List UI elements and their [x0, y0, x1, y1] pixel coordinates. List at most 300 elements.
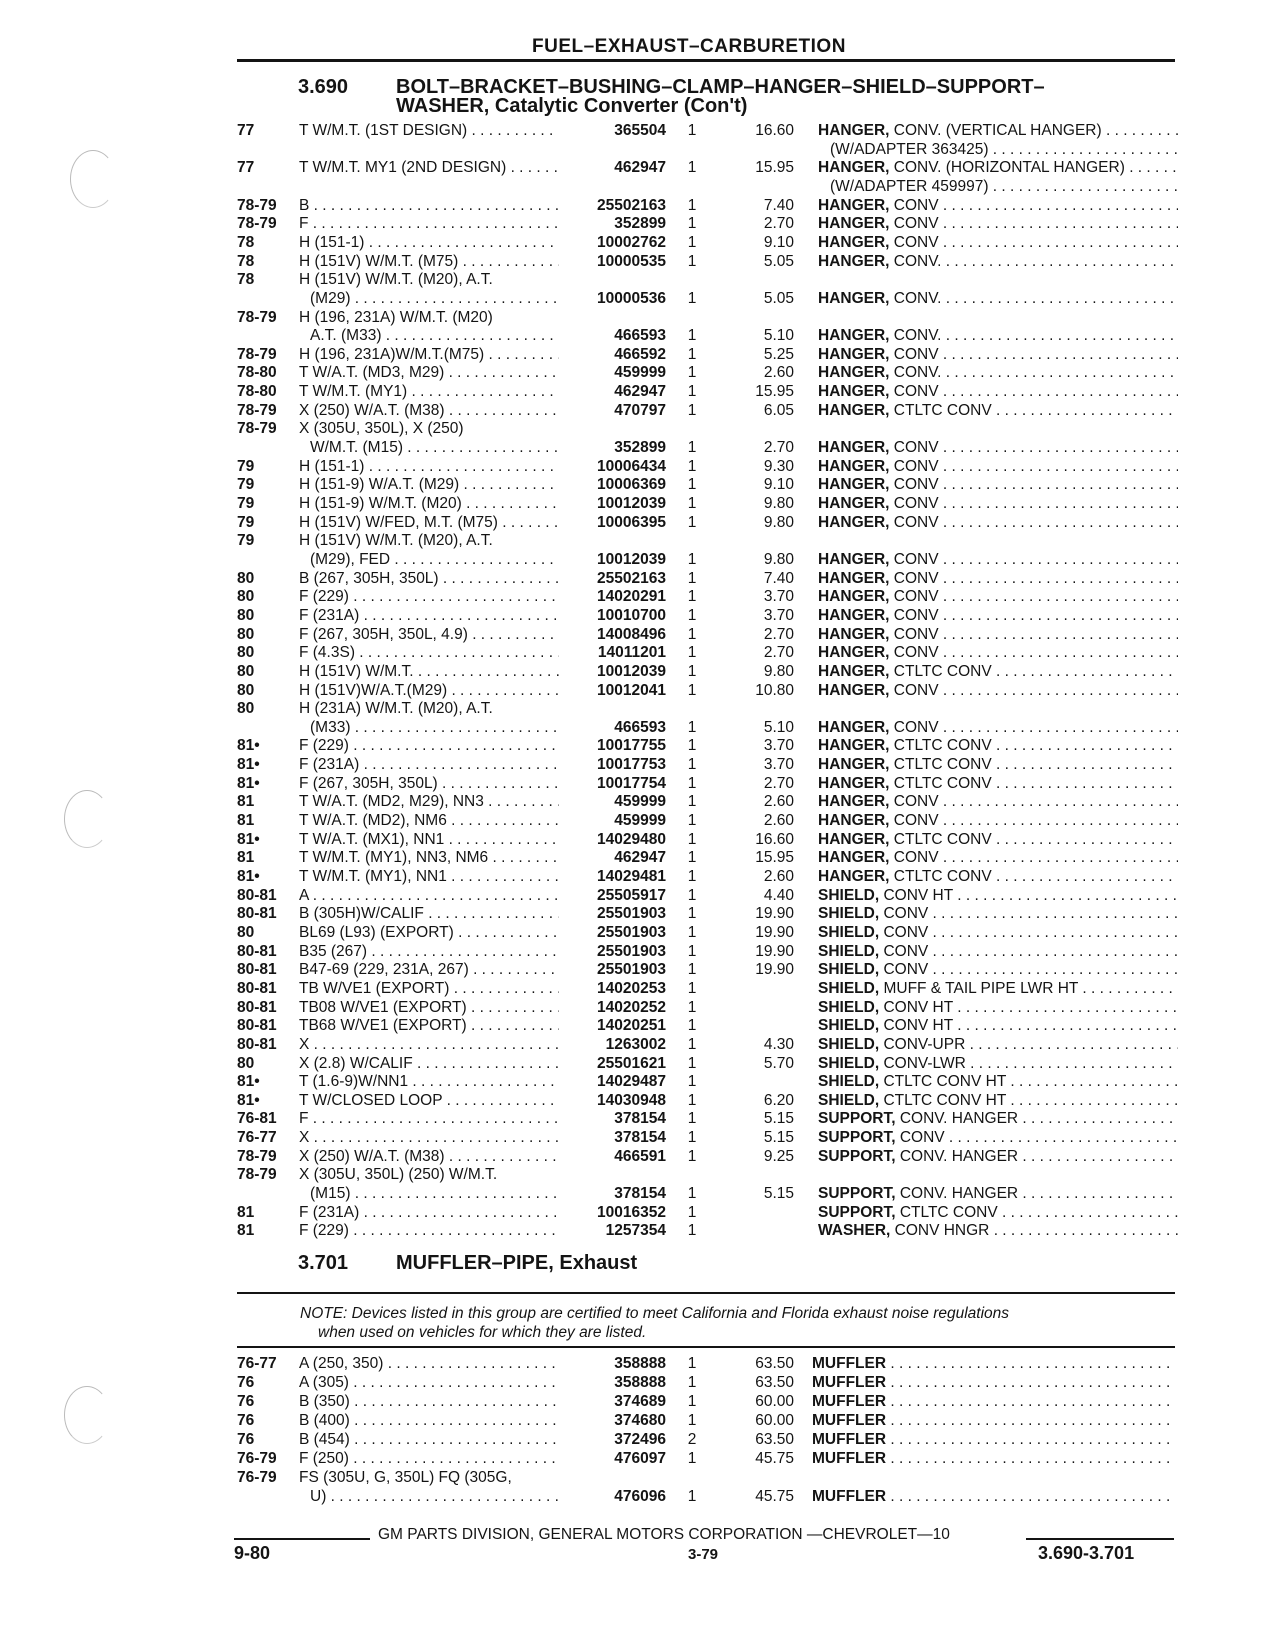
- quantity: 1: [687, 364, 697, 382]
- model-year: 77: [237, 122, 255, 139]
- price: 10.80: [755, 681, 794, 699]
- part-name: [812, 1430, 1172, 1449]
- part-name: [818, 1221, 1178, 1240]
- part-name-detail: CTLTC CONV: [889, 756, 992, 774]
- quantity: 1: [687, 979, 697, 997]
- part-name-noun: SHIELD,: [818, 905, 880, 923]
- quantity: 1: [687, 774, 697, 792]
- part-name: [818, 457, 1178, 476]
- model-year: 80: [237, 625, 255, 643]
- quantity: 1: [687, 644, 697, 662]
- part-name-noun: HANGER,: [818, 681, 890, 699]
- price: 3.70: [763, 588, 794, 606]
- price: 45.75: [755, 1450, 794, 1467]
- part-name-noun: SHIELD,: [818, 1017, 880, 1035]
- table-row: [0, 718, 1280, 737]
- application-description: H (151-9) W/A.T. (M29) . . .: [299, 475, 559, 494]
- part-name: [818, 363, 1178, 382]
- model-year: 80: [237, 606, 255, 624]
- part-name: [818, 1016, 1178, 1035]
- table-row: [0, 121, 1280, 140]
- part-name: [818, 494, 1178, 513]
- part-name-detail: CONV: [889, 439, 939, 457]
- part-name: [818, 214, 1178, 233]
- model-year: 76-79: [237, 1469, 277, 1486]
- application-description: F . . .: [299, 1109, 559, 1128]
- table-row: [0, 308, 1280, 327]
- application-description: X (305U, 350L) (250) W/M.T.: [299, 1166, 498, 1184]
- application-description: (M15) . . .: [310, 1184, 559, 1203]
- table-row: [0, 1184, 1280, 1203]
- section-heading-3690: [298, 77, 1178, 117]
- application-description: TB W/VE1 (EXPORT) . . .: [299, 979, 559, 998]
- part-number: 14030948: [597, 1091, 666, 1109]
- table-row: [0, 625, 1280, 644]
- price: 45.75: [755, 1488, 794, 1505]
- part-name-detail: CONV: [889, 476, 939, 494]
- price: 9.25: [763, 1147, 794, 1165]
- part-number: 352899: [614, 215, 666, 233]
- model-year: 81: [237, 849, 255, 867]
- part-name: [818, 848, 1178, 867]
- part-name: [818, 606, 1178, 625]
- price: 2.60: [763, 868, 794, 885]
- part-name-detail: CONV.: [889, 289, 942, 307]
- part-number: 378154: [614, 1129, 666, 1147]
- table-row: [0, 1035, 1280, 1054]
- price: 63.50: [755, 1431, 794, 1448]
- part-name-noun: HANGER,: [818, 718, 890, 736]
- table-row: [0, 830, 1280, 849]
- part-name-noun: HANGER,: [818, 550, 890, 568]
- price: 2.60: [763, 793, 794, 811]
- part-name-noun: HANGER,: [818, 233, 890, 251]
- table-row: [0, 289, 1280, 308]
- quantity: 1: [687, 289, 697, 307]
- part-name-detail: CONV. HANGER: [895, 1185, 1019, 1203]
- application-description: T W/CLOSED LOOP . . .: [299, 1091, 559, 1110]
- application-description: B (400) . . .: [299, 1411, 559, 1430]
- part-number: 25502163: [597, 196, 666, 214]
- price: 3.70: [763, 737, 794, 755]
- application-description: H (196, 231A) W/M.T. (M20): [299, 308, 493, 326]
- part-number: 352899: [614, 439, 666, 457]
- part-name: [818, 1203, 1178, 1222]
- part-number: 14011201: [597, 644, 666, 662]
- model-year: 80-81: [237, 905, 277, 923]
- quantity: 1: [687, 327, 697, 345]
- part-name-noun: HANGER,: [818, 588, 890, 606]
- table-row: [0, 811, 1280, 830]
- application-description: A.T. (M33) . . .: [310, 326, 559, 345]
- part-number: 466591: [614, 1147, 666, 1165]
- price: 5.15: [763, 1129, 794, 1147]
- model-year: 80: [237, 644, 255, 662]
- part-number: 10006434: [597, 457, 666, 475]
- application-description: X (250) W/A.T. (M38) . . .: [299, 401, 559, 420]
- application-description: F (4.3S) . . .: [299, 643, 559, 662]
- part-number: 1257354: [605, 1222, 666, 1240]
- price: 7.40: [763, 196, 794, 214]
- quantity: 1: [687, 476, 697, 494]
- part-name-noun: HANGER,: [818, 849, 890, 867]
- model-year: 78-79: [237, 196, 277, 214]
- model-year: 76: [237, 1412, 255, 1429]
- quantity: 1: [687, 830, 697, 848]
- part-name: [818, 904, 1178, 923]
- price: 3.70: [763, 756, 794, 774]
- part-name: [818, 345, 1178, 364]
- part-name-detail: CONV: [879, 923, 929, 941]
- price: 5.10: [763, 327, 794, 345]
- application-description: (M29) . . .: [310, 289, 559, 308]
- price: 63.50: [755, 1374, 794, 1391]
- part-name-noun: MUFFLER: [812, 1393, 887, 1410]
- quantity: 1: [687, 681, 697, 699]
- price: 5.05: [763, 289, 794, 307]
- part-name-noun: HANGER,: [818, 513, 890, 531]
- price: 60.00: [755, 1393, 794, 1410]
- table-row: [0, 904, 1280, 923]
- application-description: (M29), FED . . .: [310, 550, 559, 569]
- table-row: [0, 569, 1280, 588]
- part-number: 459999: [614, 793, 666, 811]
- table-row: [0, 979, 1280, 998]
- part-number: 466592: [614, 345, 666, 363]
- table-row-continuation: [0, 140, 1280, 159]
- section-number: 3.690: [298, 76, 349, 98]
- quantity: 1: [687, 1488, 697, 1505]
- application-description: F (267, 305H, 350L) . . .: [299, 774, 559, 793]
- price: 2.70: [763, 644, 794, 662]
- quantity: 1: [687, 569, 697, 587]
- price: 9.10: [763, 476, 794, 494]
- application-description: F (231A) . . .: [299, 606, 559, 625]
- table-row: [0, 1373, 1280, 1392]
- table-row: [0, 158, 1280, 177]
- part-name: [812, 1449, 1172, 1468]
- part-name-noun: HANGER,: [818, 756, 890, 774]
- part-number: 10000536: [597, 289, 666, 307]
- part-name-noun: SHIELD,: [818, 886, 880, 904]
- part-name-detail: CONV: [889, 457, 939, 475]
- model-year: 80-81: [237, 1035, 277, 1053]
- application-description: T W/A.T. (MD2), NM6 . . .: [299, 811, 559, 830]
- note-top-rule: [237, 1292, 1175, 1294]
- part-name-detail: CTLTC CONV: [895, 1203, 998, 1221]
- model-year: 79: [237, 532, 255, 550]
- footer-rule-left: [234, 1538, 370, 1540]
- part-name-detail: CTLTC CONV: [889, 737, 992, 755]
- footer-date: 9-80: [234, 1543, 271, 1563]
- table-row: [0, 774, 1280, 793]
- application-description: F (229) . . .: [299, 1221, 559, 1240]
- price: 5.70: [763, 1054, 794, 1072]
- application-description: F (229) . . .: [299, 587, 559, 606]
- part-name-detail: CONV HT: [879, 1017, 953, 1035]
- note-line-1: NOTE: Devices listed in this group are certified to meet California and Florida exhaust noise regulations: [300, 1305, 1010, 1322]
- part-number: 358888: [614, 1355, 666, 1372]
- price: 9.80: [763, 495, 794, 512]
- price: 2.60: [763, 364, 794, 382]
- part-name-detail: CTLTC CONV: [889, 774, 992, 792]
- section-title-line2: WASHER, Catalytic Converter (Con't): [396, 95, 748, 117]
- table-row: [0, 270, 1280, 289]
- price: 9.80: [763, 550, 794, 568]
- application-description: H (151-1) . . .: [299, 457, 559, 476]
- part-name-detail: CONV: [889, 196, 939, 214]
- application-description: A . . .: [299, 886, 559, 905]
- table-row: [0, 960, 1280, 979]
- price: 19.90: [755, 905, 794, 923]
- model-year: 81•: [237, 1073, 260, 1091]
- part-name-detail: CTLTC CONV: [889, 830, 992, 848]
- part-name: [818, 121, 1178, 140]
- part-name: [818, 755, 1178, 774]
- quantity: 1: [687, 215, 697, 233]
- part-name: [818, 736, 1178, 755]
- application-description: A (305) . . .: [299, 1373, 559, 1392]
- part-number: 14020291: [597, 588, 666, 606]
- price: 5.25: [763, 345, 794, 363]
- part-number: 14029487: [597, 1073, 666, 1091]
- model-year: 78-79: [237, 308, 277, 326]
- part-name: [818, 196, 1178, 215]
- price: 6.20: [763, 1091, 794, 1109]
- model-year: 80: [237, 1054, 255, 1072]
- table-row: [0, 1109, 1280, 1128]
- part-number: 10017753: [597, 756, 666, 774]
- part-name-noun: HANGER,: [818, 345, 890, 363]
- model-year: 77: [237, 159, 255, 177]
- price: 19.90: [755, 942, 794, 960]
- part-name-noun: SHIELD,: [818, 1091, 880, 1109]
- quantity: 1: [687, 383, 697, 401]
- part-name-noun: MUFFLER: [812, 1488, 887, 1505]
- table-row: [0, 923, 1280, 942]
- part-name-noun: HANGER,: [818, 196, 890, 214]
- part-name-noun: HANGER,: [818, 215, 890, 233]
- table-row: [0, 1054, 1280, 1073]
- quantity: 2: [687, 1431, 697, 1448]
- part-name-detail: CONV HT: [879, 886, 953, 904]
- model-year: 76: [237, 1393, 255, 1410]
- model-year: 76-81: [237, 1110, 277, 1128]
- part-name-noun: MUFFLER: [812, 1355, 887, 1372]
- part-number: 25501903: [597, 961, 666, 979]
- part-name-detail: CONV HT: [879, 998, 953, 1016]
- part-name-detail: CTLTC CONV HT: [879, 1073, 1007, 1091]
- model-year: 78-79: [237, 401, 277, 419]
- application-description: T W/A.T. (MX1), NN1 . . .: [299, 830, 559, 849]
- quantity: 1: [687, 1017, 697, 1035]
- part-name-noun: SHIELD,: [818, 979, 880, 997]
- price: 5.15: [763, 1110, 794, 1128]
- quantity: 1: [687, 998, 697, 1016]
- model-year: 78: [237, 252, 255, 270]
- model-year: 78-79: [237, 345, 277, 363]
- table-row: [0, 494, 1280, 513]
- part-number: 10017755: [597, 737, 666, 755]
- part-number: 25501903: [597, 923, 666, 941]
- part-name: [812, 1392, 1172, 1411]
- table-row: [0, 1411, 1280, 1430]
- price: 3.70: [763, 606, 794, 624]
- table-row: [0, 326, 1280, 345]
- application-description: B (350) . . .: [299, 1392, 559, 1411]
- table-row: [0, 755, 1280, 774]
- application-description: T W/A.T. (MD2, M29), NN3 . . .: [299, 792, 559, 811]
- part-name: [818, 774, 1178, 793]
- part-name-noun: HANGER,: [818, 457, 890, 475]
- part-name-detail: CTLTC CONV: [889, 401, 992, 419]
- quantity: 1: [687, 737, 697, 755]
- quantity: 1: [687, 1374, 697, 1391]
- application-description: B47-69 (229, 231A, 267) . . .: [299, 960, 559, 979]
- part-number: 10012039: [597, 495, 666, 512]
- application-description: F (231A) . . .: [299, 1203, 559, 1222]
- part-name: [818, 718, 1178, 737]
- table-row: [0, 401, 1280, 420]
- model-year: 76-77: [237, 1129, 277, 1147]
- model-year: 80: [237, 681, 255, 699]
- part-number: 25501621: [597, 1054, 666, 1072]
- application-description: H (151-1) . . .: [299, 233, 559, 252]
- table-row: [0, 1392, 1280, 1411]
- part-number: 10016352: [597, 1203, 666, 1221]
- part-name-noun: HANGER,: [818, 364, 890, 382]
- table-row: [0, 233, 1280, 252]
- part-name: [818, 587, 1178, 606]
- part-name: [812, 1487, 1172, 1506]
- part-name: [818, 792, 1178, 811]
- table-row: [0, 643, 1280, 662]
- quantity: 1: [687, 1412, 697, 1429]
- application-description: B . . .: [299, 196, 559, 215]
- model-year: 78-80: [237, 364, 277, 382]
- part-number: 462947: [614, 159, 666, 177]
- note-bottom-rule: [237, 1346, 1175, 1348]
- part-name: [818, 979, 1178, 998]
- quantity: 1: [687, 905, 697, 923]
- part-number: 25502163: [597, 569, 666, 587]
- table-row: [0, 681, 1280, 700]
- quantity: 1: [687, 1147, 697, 1165]
- part-name-detail: CONV: [889, 812, 939, 830]
- part-number: 10000535: [597, 252, 666, 270]
- part-number: 10006395: [597, 513, 666, 531]
- quantity: 1: [687, 1129, 697, 1147]
- price: 9.30: [763, 457, 794, 475]
- table-row: [0, 886, 1280, 905]
- table-row: [0, 998, 1280, 1017]
- part-name-noun: MUFFLER: [812, 1412, 887, 1429]
- model-year: 79: [237, 476, 255, 494]
- footer-rule-right: [1026, 1538, 1174, 1540]
- part-name: [818, 681, 1178, 700]
- quantity: 1: [687, 550, 697, 568]
- table-row: [0, 475, 1280, 494]
- model-year: 80: [237, 923, 255, 941]
- part-name-continuation: (W/ADAPTER 363425) . . .: [830, 140, 1178, 159]
- part-name: [818, 289, 1178, 308]
- part-name-noun: SHIELD,: [818, 942, 880, 960]
- application-description: BL69 (L93) (EXPORT) . . .: [299, 923, 559, 942]
- part-number: 365504: [614, 122, 666, 139]
- model-year: 81: [237, 1203, 255, 1221]
- part-name-noun: HANGER,: [818, 495, 890, 512]
- model-year: 81•: [237, 1091, 260, 1109]
- quantity: 1: [687, 1091, 697, 1109]
- table-row: [0, 942, 1280, 961]
- part-name-noun: HANGER,: [818, 383, 890, 401]
- part-number: 14020251: [597, 1017, 666, 1035]
- application-description: B (305H)W/CALIF . . .: [299, 904, 559, 923]
- part-name: [818, 1184, 1178, 1203]
- table-row: [0, 1147, 1280, 1166]
- table-row: [0, 196, 1280, 215]
- table-row: [0, 1487, 1280, 1506]
- part-name: [818, 998, 1178, 1017]
- application-description: X (305U, 350L), X (250): [299, 420, 464, 438]
- quantity: 1: [687, 196, 697, 214]
- part-name-noun: HANGER,: [818, 476, 890, 494]
- quantity: 1: [687, 812, 697, 830]
- table-row: [0, 1203, 1280, 1222]
- application-description: W/M.T. (M15) . . .: [310, 438, 559, 457]
- part-number: 25501903: [597, 905, 666, 923]
- part-name-noun: HANGER,: [818, 644, 890, 662]
- part-name: [818, 513, 1178, 532]
- part-name-detail: CONV: [889, 588, 939, 606]
- part-number: 14020252: [597, 998, 666, 1016]
- quantity: 1: [687, 1355, 697, 1372]
- application-description: H (151V) W/M.T. . . .: [299, 662, 559, 681]
- price: 16.60: [755, 122, 794, 139]
- application-description: T (1.6-9)W/NN1 . . .: [299, 1072, 559, 1091]
- section-heading-3701: [298, 1253, 1178, 1275]
- model-year: 78-79: [237, 1147, 277, 1165]
- quantity: 1: [687, 606, 697, 624]
- part-name-noun: HANGER,: [818, 737, 890, 755]
- part-name-detail: CONV-LWR: [879, 1054, 966, 1072]
- model-year: 81: [237, 793, 255, 811]
- page-title: FUEL–EXHAUST–CARBURETION: [532, 36, 846, 57]
- quantity: 1: [687, 457, 697, 475]
- quantity: 1: [687, 513, 697, 531]
- model-year: 81•: [237, 830, 260, 848]
- application-description: H (151V) W/M.T. (M20), A.T.: [299, 532, 493, 550]
- model-year: 78: [237, 233, 255, 251]
- part-number: 459999: [614, 364, 666, 382]
- model-year: 80-81: [237, 979, 277, 997]
- part-number: 14020253: [597, 979, 666, 997]
- application-description: H (151V)W/A.T.(M29) . . .: [299, 681, 559, 700]
- part-number: 25505917: [597, 886, 666, 904]
- part-number: 459999: [614, 812, 666, 830]
- part-name-noun: HANGER,: [818, 774, 890, 792]
- model-year: 78: [237, 271, 255, 289]
- price: 4.30: [763, 1035, 794, 1053]
- part-name-detail: CONV: [889, 383, 939, 401]
- part-name-detail: CONV.: [889, 364, 942, 382]
- part-name-detail: CONV HNGR: [890, 1222, 990, 1240]
- table-row: [0, 848, 1280, 867]
- part-name-noun: HANGER,: [818, 793, 890, 811]
- part-number: 10002762: [597, 233, 666, 251]
- price: 5.15: [763, 1185, 794, 1203]
- quantity: 1: [687, 1054, 697, 1072]
